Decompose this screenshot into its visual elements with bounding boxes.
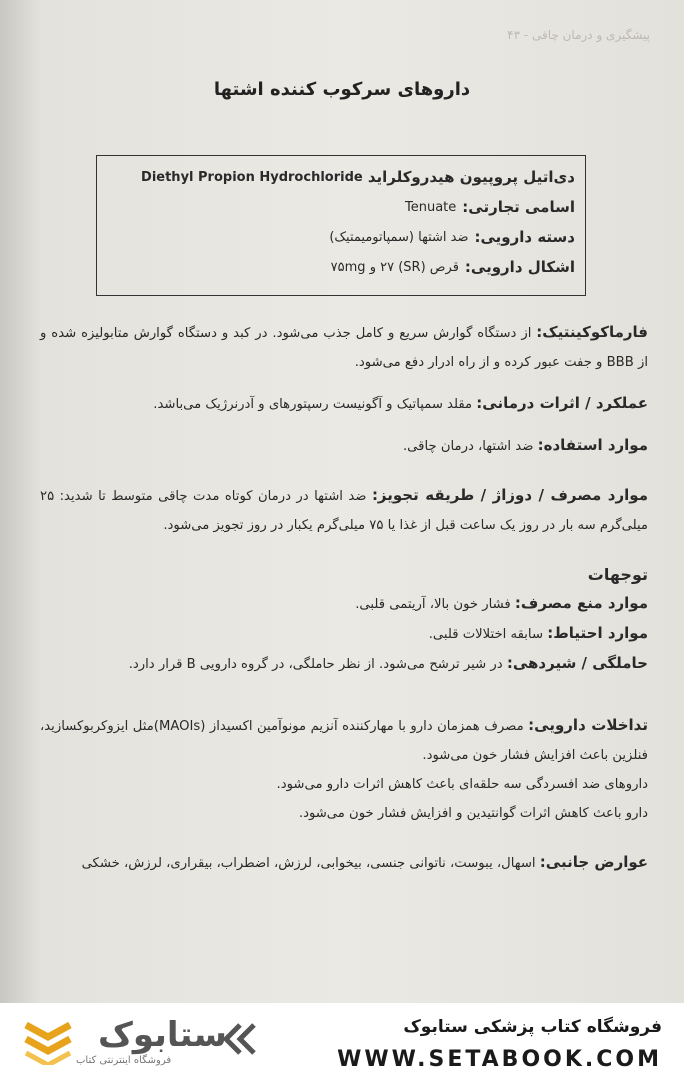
drug-forms-line xyxy=(107,252,575,282)
forms-value: قرص (SR) ۲۷ و ۷۵mg xyxy=(330,259,459,275)
action-paragraph xyxy=(40,389,648,419)
caution-text: سابقه اختلالات قلبی. xyxy=(428,627,543,642)
pharmacokinetics-text: از دستگاه گوارش سریع و کامل جذب می‌شود. در کبد و دستگاه گوارش متابولیزه شده و از BBB و جفت عبور کرده و از راه ادرار دفع می‌شود. xyxy=(40,326,648,370)
drug-class-line xyxy=(107,222,575,252)
pregnancy-paragraph xyxy=(40,649,648,679)
interactions-line-3: دارو باعث کاهش اثرات گوانتیدین و افزایش فشار خون می‌شود. xyxy=(298,806,648,821)
action-text: مقلد سمپاتیک و آگونیست رسپتورهای و آدرنرژیک می‌باشد. xyxy=(153,397,473,412)
drug-info-box xyxy=(96,155,586,296)
trade-value: Tenuate xyxy=(404,199,457,215)
drug-name-line xyxy=(107,162,575,192)
store-footer-banner xyxy=(0,1003,684,1080)
side-effects-text: اسهال، یبوست، ناتوانی جنسی، بیخوابی، لرزش، اضطراب، بیقراری، لرزش، خشکی xyxy=(81,856,536,871)
indications-text: ضد اشتها، درمان چاقی. xyxy=(402,439,534,454)
caution-paragraph xyxy=(40,619,648,649)
dosage-label: موارد مصرف / دوزاژ / طریقه تجویز: xyxy=(371,486,648,504)
side-effects-paragraph xyxy=(40,848,648,878)
interactions-paragraph xyxy=(40,711,648,770)
drug-monograph xyxy=(40,318,648,878)
drug-name-en: Diethyl Propion Hydrochloride xyxy=(141,169,363,185)
pharmacokinetics-label: فارماکوکینتیک: xyxy=(536,323,648,341)
setabook-logo xyxy=(18,1015,268,1071)
drug-name-fa: دی‌اتیل پروپیون هیدروکلراید xyxy=(367,168,575,186)
interactions-label: تداخلات دارویی: xyxy=(528,716,648,734)
store-name: فروشگاه کتاب پزشکی ستابوک xyxy=(403,1017,662,1037)
class-label: دسته دارویی: xyxy=(474,228,575,246)
page-title: داروهای سرکوب کننده اشتها xyxy=(213,79,471,100)
notes-heading: توجهات xyxy=(587,565,648,584)
interactions-text-1: مصرف همزمان دارو با مهارکننده آنزیم مونوآمین اکسیداز (MAOIs)مثل ایزوکربوکسازید، فنلزین باعث افزایش فشار خون می‌شود. xyxy=(40,719,648,763)
trade-label: اسامی تجارتی: xyxy=(462,198,575,216)
forms-label: اشکال دارویی: xyxy=(464,258,575,276)
pregnancy-label: حاملگی / شیردهی: xyxy=(506,654,648,672)
store-url-link[interactable]: WWW.SETABOOK.COM xyxy=(337,1047,662,1072)
indications-paragraph xyxy=(40,431,648,461)
indications-label: موارد استفاده: xyxy=(537,436,648,454)
side-effects-label: عوارض جانبی: xyxy=(539,853,648,871)
action-label: عملکرد / اثرات درمانی: xyxy=(476,394,648,412)
logo-text: ستابوک xyxy=(98,1015,227,1055)
pharmacokinetics-paragraph xyxy=(40,318,648,377)
dosage-paragraph xyxy=(40,481,648,540)
logo-subtitle: فروشگاه اینترنتی کتاب xyxy=(76,1055,172,1066)
dosage-text: ضد اشتها در درمان کوتاه مدت چاقی متوسط تا شدید: ۲۵ میلی‌گرم سه بار در روز یک ساعت قبل از غذا یا ۷۵ میلی‌گرم یکبار در روز تجویز می‌شود. xyxy=(40,489,648,533)
contra-label: موارد منع مصرف: xyxy=(514,594,648,612)
contraindications-paragraph xyxy=(40,589,648,619)
pregnancy-text: در شیر ترشح می‌شود. از نظر حاملگی، در گروه دارویی B قرار دارد. xyxy=(128,657,503,672)
contra-text: فشار خون بالا، آریتمی قلبی. xyxy=(355,597,511,612)
running-header: پیشگیری و درمان چاقی - ۴۳ xyxy=(507,28,650,42)
interactions-line-2: داروهای ضد افسردگی سه حلقه‌ای باعث کاهش اثرات دارو می‌شود. xyxy=(276,777,648,792)
caution-label: موارد احتیاط: xyxy=(547,624,648,642)
trade-name-line xyxy=(107,192,575,222)
class-value: ضد اشتها (سمپاتومیمتیک) xyxy=(329,229,469,245)
